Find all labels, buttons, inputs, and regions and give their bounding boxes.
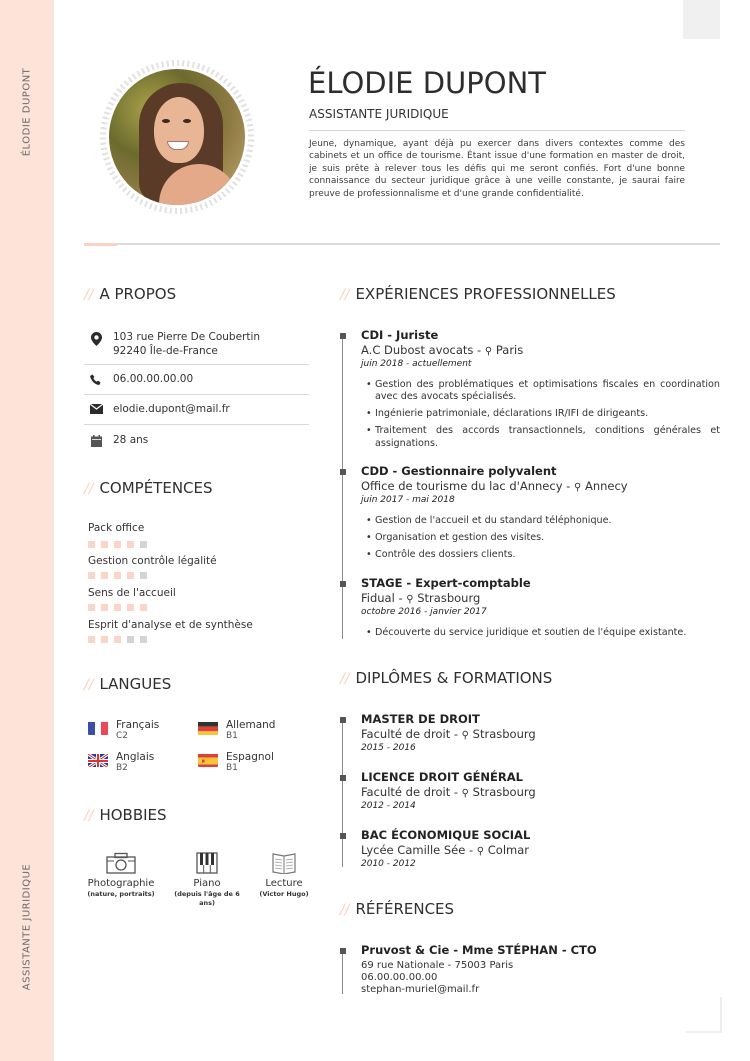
education-entry-dates: 2012 - 2014: [361, 801, 416, 811]
hobby-detail: (nature, portraits): [87, 890, 155, 898]
job-entry-dates: octobre 2016 - janvier 2017: [361, 607, 487, 617]
reference-email: stephan-muriel@mail.fr: [361, 984, 480, 995]
rating-dot-filled: [101, 636, 108, 643]
about-divider: [84, 424, 309, 425]
timeline-marker: [340, 833, 346, 839]
slash-decoration: //: [84, 287, 94, 303]
language-name: Anglais: [116, 751, 155, 763]
section-title-text: COMPÉTENCES: [99, 479, 213, 497]
envelope-icon: [84, 403, 108, 417]
skill-rating: [88, 604, 147, 611]
job-entry-company: [361, 343, 523, 357]
education-entry-title: MASTER DE DROIT: [361, 712, 480, 726]
rating-dot-filled: [88, 541, 95, 548]
rating-dot-filled: [101, 541, 108, 548]
side-label-name: ÉLODIE DUPONT: [21, 67, 33, 157]
rating-dot-filled: [114, 604, 121, 611]
references-timeline: [342, 948, 343, 994]
language-level: B2: [116, 763, 128, 773]
skill-rating: [88, 636, 147, 643]
piano-icon: [167, 848, 247, 874]
slash-decoration: //: [84, 481, 94, 497]
language-item: [88, 719, 159, 741]
header-divider: [309, 130, 685, 131]
calendar-icon: [84, 434, 108, 448]
job-entry-company: [361, 479, 628, 493]
map-pin-icon: ⚲: [484, 346, 493, 357]
task-item: • Gestion des problématiques et optimisations fiscales en coordination avec des avocats spécialisés.: [366, 379, 720, 404]
education-entry-school: [361, 785, 536, 799]
education-entry-school: [361, 843, 529, 857]
rating-dot-filled: [88, 636, 95, 643]
task-item: • Traitement des accords transactionnels, conditions générales et assignations.: [366, 425, 720, 450]
flag-germany-icon: [198, 721, 218, 735]
language-name: Français: [116, 719, 160, 731]
rating-dot-empty: [140, 636, 147, 643]
section-title-education: [340, 669, 552, 687]
profile-photo: [109, 69, 245, 205]
section-title-text: EXPÉRIENCES PROFESSIONNELLES: [355, 285, 616, 303]
email-address: elodie.dupont@mail.fr: [113, 403, 230, 415]
address-line-2: 92240 Île-de-France: [113, 344, 218, 357]
map-pin-icon: [84, 331, 108, 345]
company-name: Fidual -: [361, 591, 407, 605]
job-entry-title: CDI - Juriste: [361, 328, 439, 342]
rating-dot-filled: [101, 572, 108, 579]
rating-dot-empty: [140, 572, 147, 579]
flag-uk-icon: [88, 753, 108, 767]
skill-label: Esprit d'analyse et de synthèse: [88, 619, 253, 631]
timeline-marker: [340, 581, 346, 587]
job-entry-tasks: [366, 379, 720, 455]
reference-title: Pruvost & Cie - Mme STÉPHAN - CTO: [361, 943, 597, 957]
map-pin-icon: ⚲: [406, 594, 414, 605]
rating-dot-filled: [127, 604, 134, 611]
education-entry-dates: 2010 - 2012: [361, 859, 416, 869]
slash-decoration: //: [84, 677, 94, 693]
education-entry-dates: 2015 - 2016: [361, 743, 416, 753]
language-name: Allemand: [226, 719, 276, 731]
slash-decoration: //: [340, 287, 350, 303]
map-pin-icon: ⚲: [573, 482, 582, 493]
rating-dot-filled: [114, 572, 121, 579]
timeline-marker: [340, 717, 346, 723]
skill-rating: [88, 541, 147, 548]
school-name: Faculté de droit -: [361, 727, 462, 741]
timeline-marker: [340, 333, 346, 339]
job-entry-title: STAGE - Expert-comptable: [361, 576, 531, 590]
rating-dot-filled: [114, 541, 121, 548]
candidate-name: ÉLODIE DUPONT: [308, 66, 546, 100]
job-entry-tasks: [366, 515, 720, 566]
about-divider: [84, 364, 309, 365]
flag-france-icon: [88, 721, 108, 735]
task-item: • Contrôle des dossiers clients.: [366, 549, 720, 561]
rating-dot-empty: [127, 636, 134, 643]
rating-dot-filled: [101, 604, 108, 611]
map-pin-icon: ⚲: [476, 846, 485, 857]
timeline-marker: [340, 775, 346, 781]
hobby-detail: (depuis l'âge de 6 ans): [174, 890, 240, 907]
hobby-item: [167, 848, 247, 908]
book-icon: [244, 848, 324, 874]
task-item: • Organisation et gestion des visites.: [366, 532, 720, 544]
profile-photo-frame: [100, 60, 254, 214]
about-phone: [84, 373, 309, 387]
task-item: • Ingénierie patrimoniale, déclarations IR/IFI de dirigeants.: [366, 408, 720, 420]
profile-summary: Jeune, dynamique, ayant déjà pu exercer dans divers contextes comme des cabinets et un office de tourisme. Étant issue d'une formation en master de droit, je suis prête à relever tous les défis qui me seront confiés. Fort d'une bonne connaissance du secteur juridique grâce à une veille constante, je saurai faire preuve de professionnalisme et d'une grande confidentialité.: [309, 139, 685, 199]
rating-dot-filled: [127, 541, 134, 548]
section-title-experience: [340, 285, 616, 303]
task-item: • Gestion de l'accueil et du standard téléphonique.: [366, 515, 720, 527]
company-city: Paris: [495, 343, 524, 357]
section-title-text: DIPLÔMES & FORMATIONS: [355, 669, 553, 687]
rating-dot-filled: [88, 572, 95, 579]
photo-face: [154, 97, 204, 163]
map-pin-icon: ⚲: [461, 730, 469, 741]
school-city: Strasbourg: [472, 727, 536, 741]
school-city: Colmar: [487, 843, 530, 857]
rating-dot-empty: [140, 541, 147, 548]
language-item: [88, 751, 154, 773]
hobby-item: [244, 848, 324, 899]
about-age: [84, 434, 309, 448]
job-entry-dates: juin 2018 - actuellement: [361, 359, 472, 369]
language-name: Espagnol: [226, 751, 274, 763]
hobby-detail: (Victor Hugo): [259, 890, 309, 898]
school-name: Faculté de droit -: [361, 785, 462, 799]
task-item: • Découverte du service juridique et soutien de l'équipe existante.: [366, 627, 720, 639]
section-title-skills: [84, 479, 213, 497]
hobby-name: Lecture: [265, 878, 303, 889]
job-entry-dates: juin 2017 - mai 2018: [361, 495, 455, 505]
slash-decoration: //: [340, 671, 350, 687]
phone-number: 06.00.00.00.00: [113, 373, 194, 385]
language-item: [198, 751, 274, 773]
skill-label: Sens de l'accueil: [88, 587, 176, 599]
about-address: [84, 331, 309, 358]
photo-eye-left: [162, 119, 170, 123]
timeline-marker: [340, 469, 346, 475]
company-name: Office de tourisme du lac d'Annecy -: [361, 479, 574, 493]
job-entry-tasks: [366, 627, 720, 644]
photo-eye-right: [183, 119, 191, 123]
address-line-1: 103 rue Pierre De Coubertin: [113, 331, 261, 343]
language-level: B1: [226, 731, 238, 741]
slash-decoration: //: [84, 808, 94, 824]
section-title-about: [84, 285, 176, 303]
school-name: Lycée Camille Sée -: [361, 843, 477, 857]
rating-dot-filled: [140, 604, 147, 611]
skill-rating: [88, 572, 147, 579]
about-email: [84, 403, 309, 417]
reference-address: 69 rue Nationale - 75003 Paris: [361, 960, 514, 971]
education-entry-title: BAC ÉCONOMIQUE SOCIAL: [361, 828, 531, 842]
education-timeline: [342, 717, 343, 867]
main-divider-accent: [84, 243, 117, 246]
hobby-item: [81, 848, 161, 899]
skill-label: Pack office: [88, 522, 145, 534]
section-title-text: A PROPOS: [99, 285, 177, 303]
skill-label: Gestion contrôle légalité: [88, 555, 217, 567]
education-entry-school: [361, 727, 536, 741]
language-level: B1: [226, 763, 238, 773]
job-entry-title: CDD - Gestionnaire polyvalent: [361, 464, 557, 478]
language-level: C2: [116, 731, 129, 741]
corner-decoration-bottom: [686, 997, 722, 1033]
reference-phone: 06.00.00.00.00: [361, 972, 438, 983]
section-title-references: [340, 900, 454, 918]
main-divider: [84, 243, 720, 245]
education-entry-title: LICENCE DROIT GÉNÉRAL: [361, 770, 523, 784]
hobby-name: Piano: [193, 878, 221, 889]
section-title-text: RÉFÉRENCES: [355, 900, 455, 918]
camera-icon: [81, 848, 161, 874]
school-city: Strasbourg: [472, 785, 536, 799]
section-title-text: LANGUES: [99, 675, 172, 693]
experience-timeline: [342, 333, 343, 639]
phone-icon: [84, 373, 108, 387]
job-entry-company: [361, 591, 480, 605]
company-name: A.C Dubost avocats -: [361, 343, 485, 357]
rating-dot-filled: [127, 572, 134, 579]
slash-decoration: //: [340, 902, 350, 918]
hobby-name: Photographie: [87, 878, 155, 889]
company-city: Strasbourg: [417, 591, 481, 605]
section-title-hobbies: [84, 806, 167, 824]
side-label-job: ASSISTANTE JURIDIQUE: [21, 863, 33, 991]
rating-dot-filled: [114, 636, 121, 643]
section-title-text: HOBBIES: [99, 806, 167, 824]
corner-decoration-top: [683, 0, 720, 39]
age: 28 ans: [113, 434, 149, 446]
company-city: Annecy: [584, 479, 628, 493]
map-pin-icon: ⚲: [461, 788, 469, 799]
rating-dot-filled: [88, 604, 95, 611]
job-title: ASSISTANTE JURIDIQUE: [309, 107, 449, 121]
about-divider: [84, 394, 309, 395]
language-item: [198, 719, 275, 741]
flag-spain-icon: [198, 753, 218, 767]
section-title-languages: [84, 675, 171, 693]
timeline-marker: [340, 948, 346, 954]
